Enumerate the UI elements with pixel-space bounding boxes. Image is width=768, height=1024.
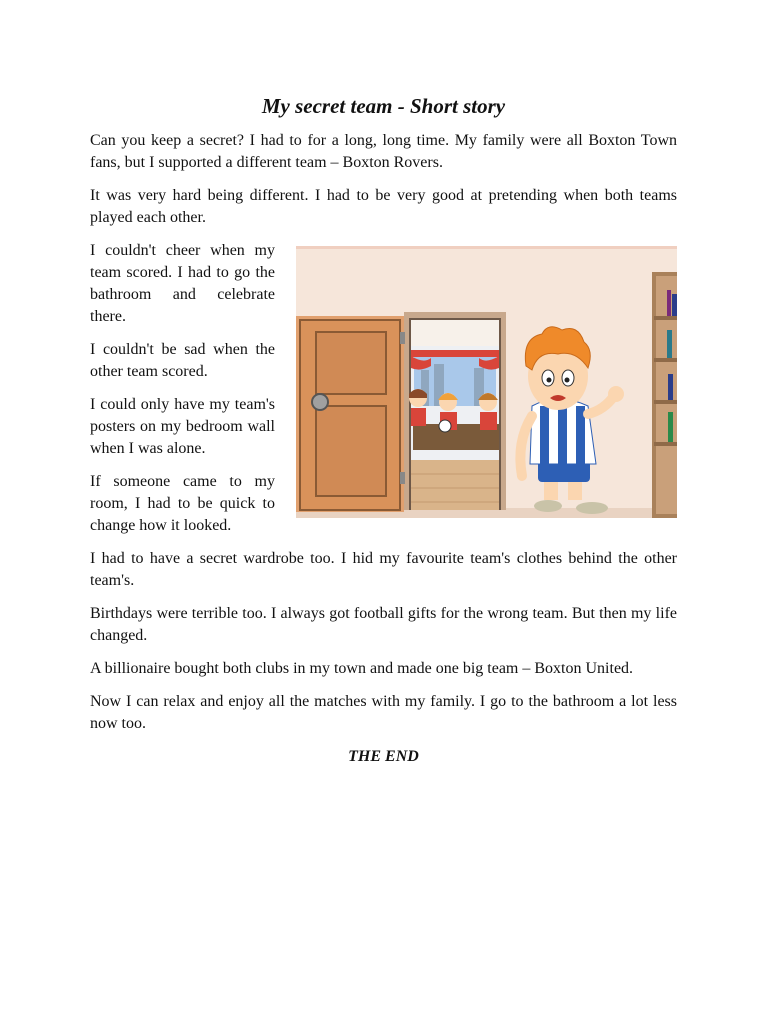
paragraph-3: I couldn't cheer when my team scored. I had to go the bathroom and celebrate there. — [90, 242, 275, 325]
open-door — [296, 316, 405, 512]
paragraph-1: Can you keep a secret? I had to for a long, long time. My family were all Boxton Town fans, but I supported a different team – Boxton Rovers. — [90, 132, 677, 171]
doorway — [404, 312, 506, 510]
the-end-label: THE END — [348, 748, 419, 765]
paragraph-10: Now I can relax and enjoy all the matches with my family. I go to the bathroom a lot less now too. — [90, 693, 677, 732]
paragraph-7: I had to have a secret wardrobe too. I hid my favourite team's clothes behind the other team's. — [90, 550, 677, 589]
bookshelf — [652, 272, 677, 518]
paragraph-9: A billionaire bought both clubs in my town and made one big team – Boxton United. — [90, 660, 634, 677]
page-title: My secret team - Short story — [261, 94, 506, 118]
paragraph-2: It was very hard being different. I had to be very good at pretending when both teams played each other. — [90, 187, 677, 226]
paragraph-8: Birthdays were terrible too. I always got football gifts for the wrong team. But then my life changed. — [90, 605, 677, 644]
side-text-column — [90, 240, 275, 548]
paragraph-4: I couldn't be sad when the other team scored. — [90, 341, 275, 380]
paragraph-6: If someone came to my room, I had to be quick to change how it looked. — [90, 473, 275, 534]
story-illustration — [296, 246, 677, 518]
text-image-row — [90, 240, 677, 548]
paragraph-5: I could only have my team's posters on my bedroom wall when I was alone. — [90, 396, 275, 457]
story-body — [90, 92, 677, 768]
